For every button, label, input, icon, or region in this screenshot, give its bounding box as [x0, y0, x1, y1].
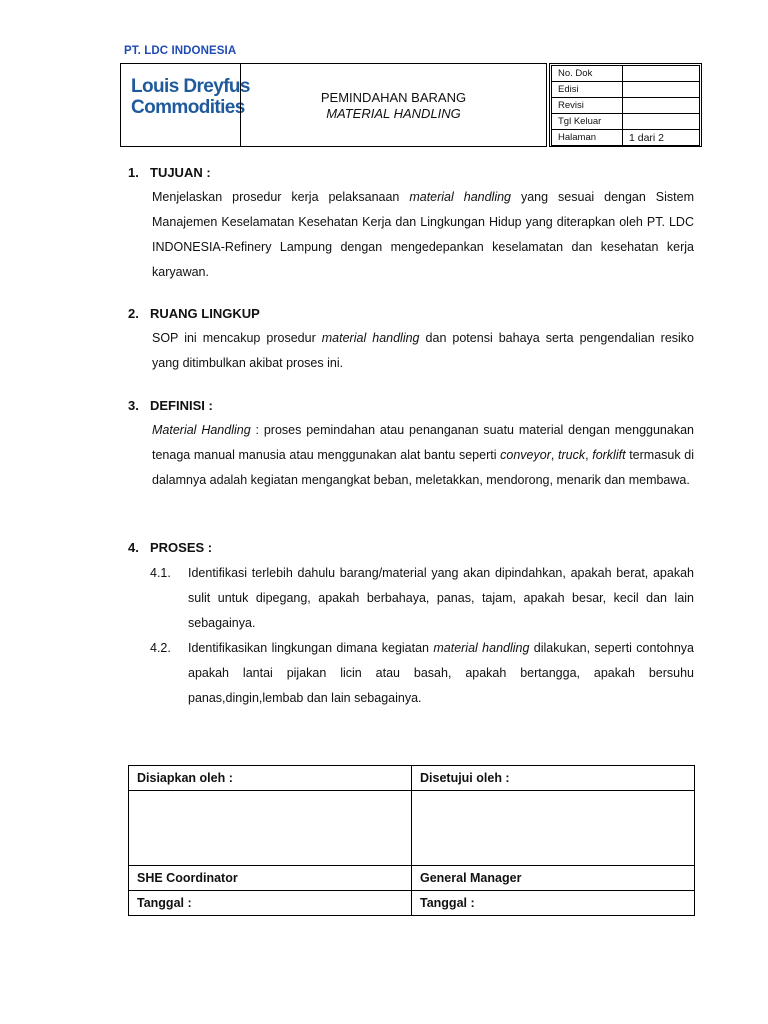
section-number: 1. — [128, 165, 139, 180]
text-run-italic: truck — [558, 448, 586, 462]
text-run: termasuk di dalamnya adalah kegiatan mengangkat beban, meletakkan, mendorong, menarik dan membawa. — [152, 448, 694, 487]
meta-row — [552, 98, 700, 114]
section-heading — [128, 164, 694, 182]
section-paragraph — [152, 418, 694, 493]
section-definisi — [128, 397, 694, 493]
list-item — [128, 561, 694, 636]
text-run-italic: Material Handling — [152, 423, 251, 437]
approval-table — [128, 765, 695, 916]
text-run: , — [550, 448, 558, 462]
section-proses — [128, 539, 694, 711]
document-meta-box — [549, 63, 702, 147]
logo-text — [131, 76, 250, 118]
section-heading — [128, 305, 694, 323]
document-title: PEMINDAHAN BARANG — [320, 90, 467, 105]
approved-role: General Manager — [412, 866, 695, 891]
document-meta-table — [551, 65, 700, 146]
text-run: Identifikasikan lingkungan dimana kegiatan — [188, 641, 434, 655]
meta-row — [552, 114, 700, 130]
text-run-italic: conveyor — [500, 448, 551, 462]
approved-signature-cell — [412, 791, 695, 866]
meta-value — [623, 66, 700, 82]
list-item — [128, 636, 694, 711]
section-title: DEFINISI : — [150, 398, 213, 413]
role-row — [129, 866, 695, 891]
meta-value — [623, 114, 700, 130]
prepared-by-label: Disiapkan oleh : — [129, 766, 412, 791]
prepared-role: SHE Coordinator — [129, 866, 412, 891]
approved-by-label: Disetujui oleh : — [412, 766, 695, 791]
approval-header-row — [129, 766, 695, 791]
meta-label: Tgl Keluar — [552, 114, 623, 130]
text-run: dilakukan, seperti contohnya apakah lantai pijakan licin atau basah, apakah bertangga, apakah bersuhu panas,dingin,lembab dan lain sebagainya. — [188, 641, 694, 705]
logo-line-1: Louis Dreyfus — [131, 76, 250, 97]
prepared-signature-cell — [129, 791, 412, 866]
section-paragraph — [152, 185, 694, 285]
signature-row — [129, 791, 695, 866]
company-logo — [120, 63, 250, 147]
document-subtitle: MATERIAL HANDLING — [326, 106, 461, 121]
date-row — [129, 891, 695, 916]
text-run: dan potensi bahaya serta pengendalian resiko yang ditimbulkan akibat proses ini. — [152, 331, 695, 370]
meta-value — [623, 98, 700, 114]
text-run: yang sesuai dengan Sistem Manajemen Keselamatan Kesehatan Kerja dan Lingkungan Hidup yang diterapkan oleh PT. LDC INDONESIA-Refinery Lampung dengan mengedepankan keselamatan dan kesehatan kerja karyawan. — [152, 190, 694, 279]
prepared-date-label: Tanggal : — [129, 891, 412, 916]
section-heading — [128, 397, 694, 415]
text-run: SOP ini mencakup prosedur — [152, 331, 322, 345]
section-number: 3. — [128, 398, 139, 413]
list-item-number: 4.2. — [150, 641, 171, 655]
approved-date-label: Tanggal : — [412, 891, 695, 916]
section-ruang-lingkup — [128, 305, 694, 376]
section-number: 4. — [128, 540, 139, 555]
text-run-italic: material handling — [409, 190, 512, 204]
meta-row — [552, 82, 700, 98]
text-run: Menjelaskan prosedur kerja pelaksanaan — [152, 190, 410, 204]
meta-value — [623, 82, 700, 98]
meta-label: No. Dok — [552, 66, 623, 82]
section-number: 2. — [128, 306, 139, 321]
meta-label: Edisi — [552, 82, 623, 98]
meta-label: Revisi — [552, 98, 623, 114]
company-name: PT. LDC INDONESIA — [124, 45, 237, 57]
logo-line-2: Commodities — [131, 97, 245, 118]
meta-label: Halaman — [552, 130, 623, 146]
section-title: TUJUAN : — [150, 165, 211, 180]
meta-row — [552, 66, 700, 82]
text-run: , — [585, 448, 593, 462]
section-title: RUANG LINGKUP — [150, 306, 260, 321]
section-tujuan — [128, 164, 694, 285]
text-run: : proses pemindahan atau penanganan suatu material dengan menggunakan tenaga manual manusia atau menggunakan alat bantu seperti — [152, 423, 694, 462]
document-title-box — [240, 63, 547, 147]
text-run-italic: material handling — [321, 331, 420, 345]
meta-row — [552, 130, 700, 146]
section-heading — [128, 539, 694, 557]
list-item-text: Identifikasi terlebih dahulu barang/material yang akan dipindahkan, apakah berat, apakah sulit untuk dipegang, apakah berbahaya, panas, tajam, apakah besar, kecil dan lain sebagainya. — [188, 566, 694, 630]
section-title: PROSES : — [150, 540, 213, 555]
text-run-italic: forklift — [592, 448, 626, 462]
meta-value: 1 dari 2 — [623, 130, 700, 146]
text-run-italic: material handling — [433, 641, 530, 655]
section-paragraph — [152, 326, 694, 376]
list-item-number: 4.1. — [150, 566, 171, 580]
